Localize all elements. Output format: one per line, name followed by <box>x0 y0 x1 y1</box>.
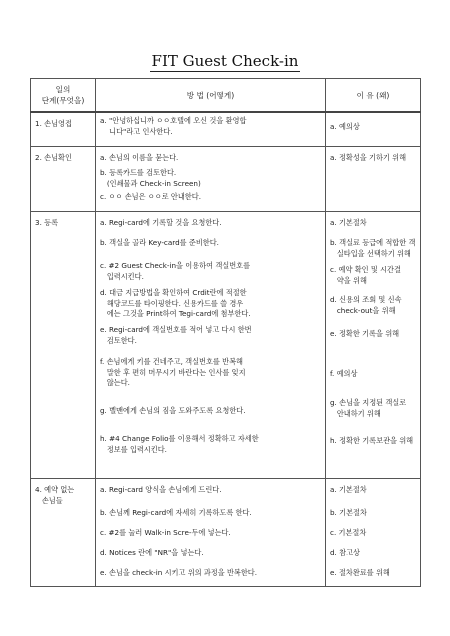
step-line: 1. 손님영접 <box>35 119 72 128</box>
reason-item <box>326 265 420 286</box>
method-item <box>96 406 325 417</box>
step-line: 손님들 <box>35 495 63 505</box>
reason-item <box>326 528 420 539</box>
reason-item <box>326 548 420 559</box>
step-label <box>31 218 62 229</box>
method-item <box>96 238 325 249</box>
reason-line: e. 정확한 기록을 위해 <box>330 329 400 338</box>
table-row <box>31 147 421 212</box>
header-step-line: 일의 <box>55 85 71 94</box>
method-item <box>96 153 325 164</box>
method-line: b. 손님께 Regi-card에 자세히 기록하도록 한다. <box>100 508 252 517</box>
reason-item <box>326 436 420 447</box>
step-cell <box>31 479 96 587</box>
reason-line: d. 참고상 <box>330 548 360 557</box>
method-item <box>96 168 325 189</box>
reason-line: f. 예의상 <box>330 369 358 378</box>
method-line: 입력시킨다. <box>100 271 144 281</box>
header-step <box>31 79 96 113</box>
method-item <box>96 485 325 496</box>
step-line: 4. 예약 없는 <box>35 485 75 494</box>
method-item <box>96 325 325 346</box>
method-line: e. 손님을 check-in 시키고 위의 과정을 반복한다. <box>100 568 258 577</box>
method-item <box>96 192 325 203</box>
step-cell <box>31 112 96 147</box>
method-line: a. 손님의 이름을 묻는다. <box>100 153 179 162</box>
reason-line: b. 객실료 등급에 적합한 객 <box>330 238 416 247</box>
step-line: 3. 등록 <box>35 218 59 227</box>
reason-line: b. 기본절차 <box>330 508 367 517</box>
document-title-text: FIT Guest Check-in <box>151 52 299 70</box>
method-item <box>96 288 325 320</box>
method-item <box>96 508 325 519</box>
reason-line: 약을 위해 <box>330 275 367 285</box>
reason-line: e. 절차완료를 위해 <box>330 568 390 577</box>
reason-line: 실타입을 선택하기 위해 <box>330 248 411 258</box>
table-row <box>31 212 421 479</box>
reason-item <box>326 295 420 316</box>
method-item <box>96 218 325 229</box>
method-line: b. 객실을 골라 Key-card를 준비한다. <box>100 238 219 247</box>
reason-item <box>326 238 420 259</box>
reason-item <box>326 568 420 579</box>
reason-item <box>326 122 420 133</box>
method-line: h. #4 Change Folio를 이용해서 정확하고 자세한 <box>100 434 259 443</box>
reason-item <box>326 485 420 496</box>
reason-line: h. 정확한 기록보관을 위해 <box>330 436 414 445</box>
method-line: 정보를 입력시킨다. <box>100 444 167 454</box>
method-line: 니다"라고 인사한다. <box>100 126 173 136</box>
method-line: d. Notices 란에 "NR"을 넣는다. <box>100 548 204 557</box>
step-cell <box>31 212 96 479</box>
method-line: 않는다. <box>100 378 130 387</box>
method-line: c. ㅇㅇ 손님은 ㅇㅇ로 안내한다. <box>100 192 201 201</box>
reason-cell <box>326 479 421 587</box>
reason-line: 안내하기 위해 <box>330 408 381 418</box>
method-item <box>96 434 325 455</box>
reason-item <box>326 153 420 164</box>
method-line: c. #2 Guest Check-in을 이용하여 객실번호를 <box>100 261 251 270</box>
reason-cell <box>326 112 421 147</box>
reason-cell <box>326 212 421 479</box>
table-row <box>31 112 421 147</box>
method-item <box>96 357 325 389</box>
table-header-row <box>31 79 421 113</box>
method-item <box>96 568 325 579</box>
method-line: a. Regi-card 양식을 손님에게 드린다. <box>100 485 222 494</box>
method-item <box>96 548 325 559</box>
step-label <box>31 153 76 164</box>
reason-line: c. 예약 확인 및 시간결 <box>330 265 401 274</box>
step-line: 2. 손님확인 <box>35 153 72 162</box>
method-line: g. 벨맨에게 손님의 짐을 도와주도록 요청한다. <box>100 406 246 415</box>
reason-item <box>326 218 420 229</box>
method-line: e. Regi-card에 객실번호를 적어 넣고 다시 한번 <box>100 325 252 334</box>
method-line: 말한 후 편히 머무시기 바란다는 인사를 잊지 <box>100 367 246 377</box>
header-step-line: 단계(무엇을) <box>41 96 85 105</box>
table-body <box>31 112 421 587</box>
table-row <box>31 479 421 587</box>
document-title <box>0 52 450 70</box>
reason-line: c. 기본절차 <box>330 528 367 537</box>
method-item <box>96 261 325 282</box>
reason-line: a. 기본절차 <box>330 485 367 494</box>
reason-line: check-out을 위해 <box>330 305 396 315</box>
step-label <box>31 485 78 506</box>
step-label <box>31 119 76 130</box>
reason-item <box>326 398 420 419</box>
reason-item <box>326 329 420 340</box>
method-line: 검토한다. <box>100 335 137 345</box>
reason-line: a. 예의상 <box>330 122 360 131</box>
method-line: (인쇄물과 Check-in Screen) <box>100 178 201 188</box>
method-line: f. 손님에게 키를 건네주고, 객실번호를 반복해 <box>100 357 243 366</box>
reason-line: a. 정확성을 기하기 위해 <box>330 153 407 162</box>
reason-line: d. 신용의 조회 및 신속 <box>330 295 402 304</box>
reason-line: a. 기본절차 <box>330 218 367 227</box>
header-reason: 이 유 (왜) <box>326 79 421 113</box>
method-item <box>96 528 325 539</box>
method-line: a. Regi-card에 기록할 것을 요청한다. <box>100 218 222 227</box>
procedure-table <box>30 78 421 587</box>
method-line: 에는 그것을 Print하여 Tegi-card에 첨부한다. <box>100 309 251 318</box>
method-line: 해당코드를 타이핑한다. 신용카드를 쓸 경우 <box>100 298 244 308</box>
method-line: c. #2를 눌러 Walk-in Scre-두에 넣는다. <box>100 528 231 537</box>
reason-line: g. 손님을 지정된 객실로 <box>330 398 407 407</box>
method-cell <box>96 212 326 479</box>
method-line: b. 등록카드를 검토한다. <box>100 168 177 177</box>
method-line: a. "안녕하십니까 ㅇㅇ호텔에 오신 것을 환영합 <box>100 116 247 125</box>
reason-item <box>326 369 420 380</box>
method-cell <box>96 479 326 587</box>
method-item <box>96 116 325 137</box>
method-cell <box>96 112 326 147</box>
header-method: 방 법 (어떻게) <box>96 79 326 113</box>
reason-cell <box>326 147 421 212</box>
reason-item <box>326 508 420 519</box>
step-cell <box>31 147 96 212</box>
method-cell <box>96 147 326 212</box>
method-line: d. 대금 지급방법을 확인하여 Crdit란에 적절한 <box>100 288 247 297</box>
